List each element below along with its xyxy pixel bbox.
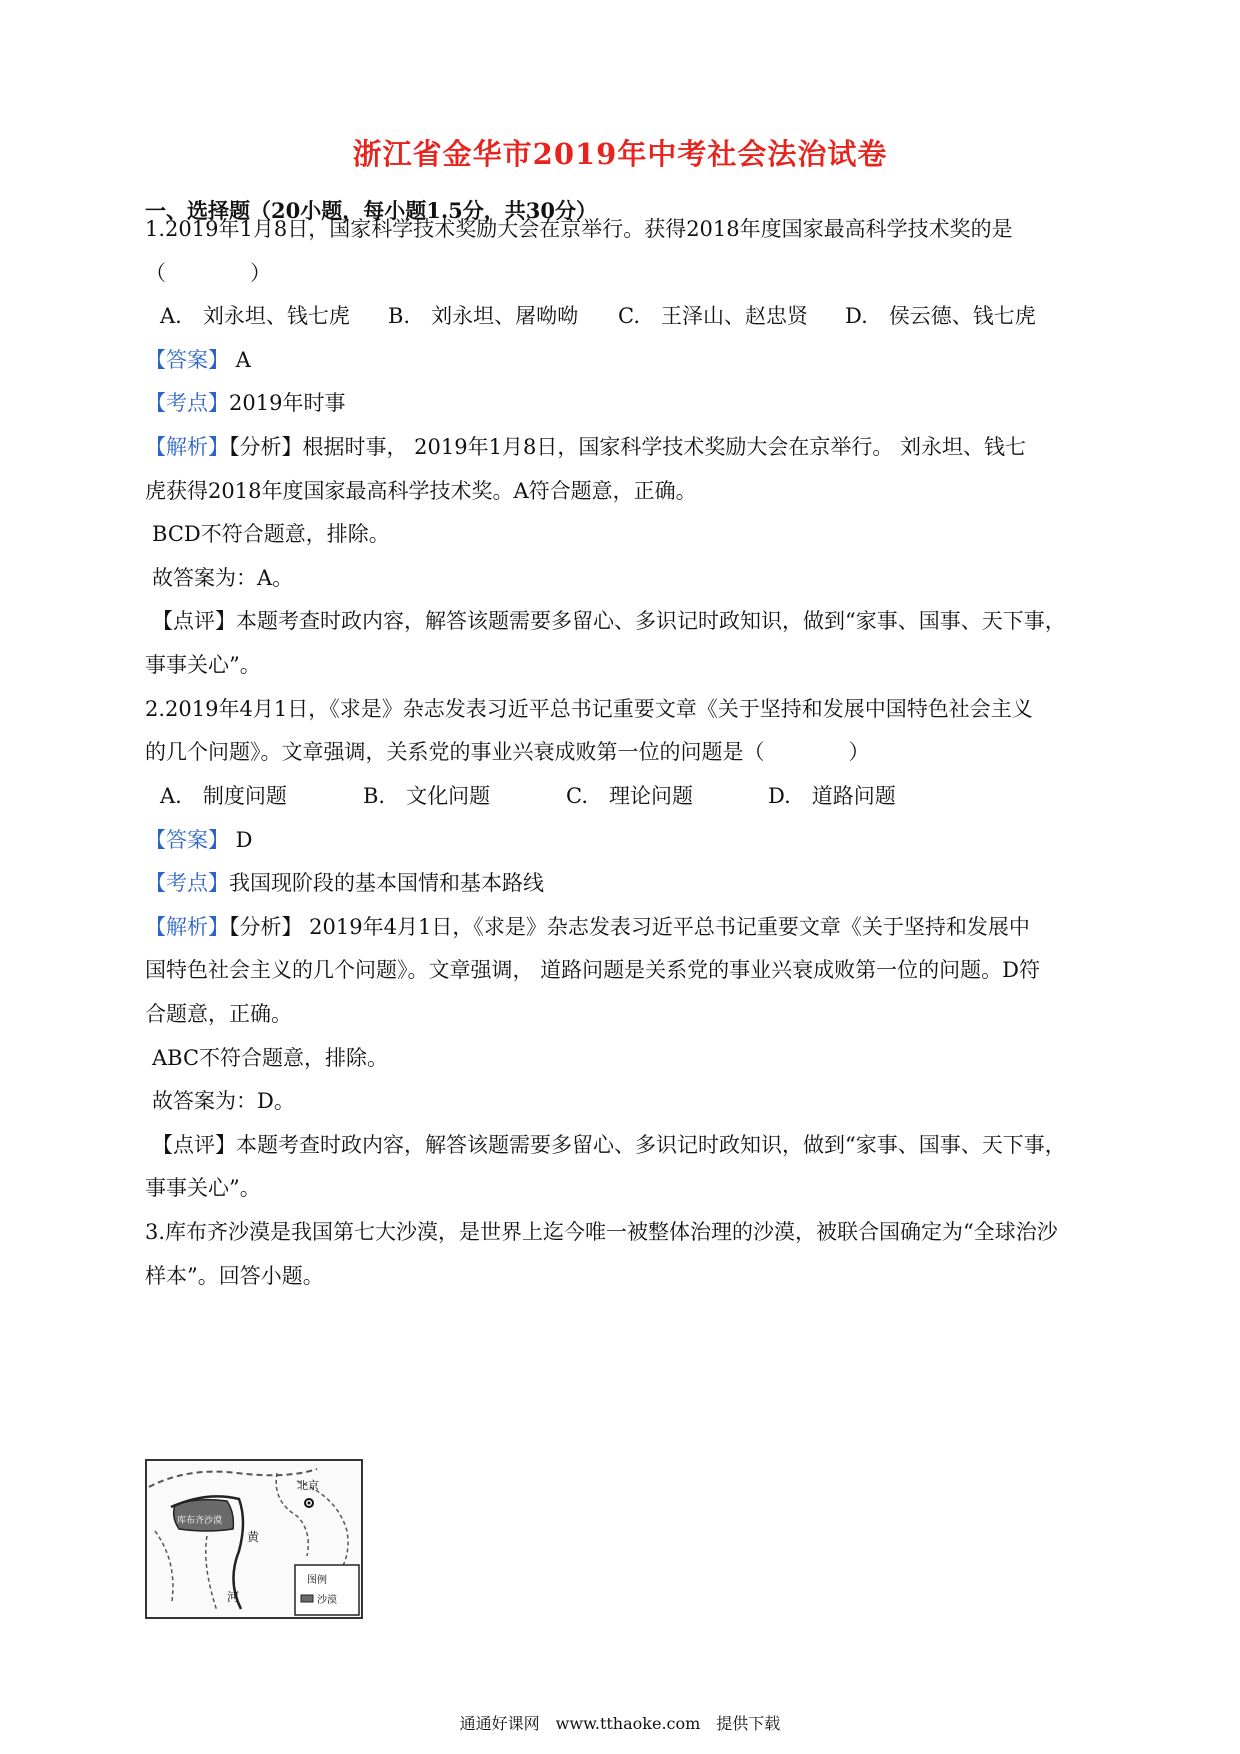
river-label-1: 黄 xyxy=(247,1530,260,1544)
desert-map-figure xyxy=(145,1459,363,1619)
q2-comment-line2: 事事关心”。 xyxy=(145,1176,261,1200)
q2-option-a: A. 制度问题 xyxy=(160,784,287,808)
q1-comment-line2: 事事关心”。 xyxy=(145,653,261,677)
q2-option-c: C. 理论问题 xyxy=(566,784,693,808)
q1-analysis-line2: 虎获得2018年度国家最高科学技术奖。A符合题意，正确。 xyxy=(145,479,697,503)
q1-stem-line2: （ ） xyxy=(145,261,271,285)
q2-analysis-line3: 合题意，正确。 xyxy=(145,1002,292,1026)
q2-point: 我国现阶段的基本国情和基本路线 xyxy=(229,871,544,895)
analysis-tag: 【解析】 xyxy=(145,915,229,939)
q1-stem-line1: 1.2019年1月8日，国家科学技术奖励大会在京举行。获得2018年度国家最高科学技术奖的是 xyxy=(145,217,1013,241)
beijing-marker-dot xyxy=(308,1502,311,1505)
analysis-tag: 【解析】 xyxy=(145,435,229,459)
q2-analysis-line2: 国特色社会主义的几个问题》。文章强调， 道路问题是关系党的事业兴衰成败第一位的问题。D符 xyxy=(145,958,1041,982)
q2-analysis-line1: 【分析】 2019年4月1日，《求是》杂志发表习近平总书记重要文章《关于坚持和发展中 xyxy=(229,915,1030,939)
section-heading: 一、选择题（20小题，每小题1.5分，共30分） xyxy=(145,198,597,223)
q2-stem-line2: 的几个问题》。文章强调，关系党的事业兴衰成败第一位的问题是（ ） xyxy=(145,740,870,764)
q2-stem-line1: 2.2019年4月1日，《求是》杂志发表习近平总书记重要文章《关于坚持和发展中国特色社会主义 xyxy=(145,697,1033,721)
answer-tag: 【答案】 xyxy=(145,348,229,372)
q1-option-d: D. 侯云德、钱七虎 xyxy=(845,304,1036,328)
q2-option-b: B. 文化问题 xyxy=(363,784,491,808)
q1-analysis-row xyxy=(145,432,1026,462)
q2-analysis-line4: ABC不符合题意，排除。 xyxy=(152,1046,389,1070)
q2-answer-row xyxy=(145,825,253,855)
point-tag: 【考点】 xyxy=(145,391,229,415)
q1-option-a: A. 刘永坦、钱七虎 xyxy=(160,304,350,328)
q2-point-row xyxy=(145,868,544,898)
q1-answer: A xyxy=(229,348,251,372)
q1-option-c: C. 王泽山、赵忠贤 xyxy=(618,304,808,328)
q2-comment-line1: 【点评】本题考查时政内容，解答该题需要多留心、多识记时政知识，做到“家事、国事、天下事， xyxy=(152,1133,1066,1157)
page-footer: 通通好课网 www.tthaoke.com 提供下载 xyxy=(459,1714,781,1733)
q1-comment-line1: 【点评】本题考查时政内容，解答该题需要多留心、多识记时政知识，做到“家事、国事、天下事， xyxy=(152,609,1066,633)
river-label-2: 河 xyxy=(227,1590,240,1604)
q2-answer: D xyxy=(229,828,253,852)
border-line xyxy=(155,1531,173,1601)
q1-answer-row xyxy=(145,345,251,375)
legend-desert-swatch xyxy=(301,1595,313,1602)
q1-analysis-line3: BCD不符合题意，排除。 xyxy=(152,522,390,546)
legend-title: 图例 xyxy=(307,1575,327,1586)
desert-label: 库布齐沙漠 xyxy=(177,1516,223,1526)
map-legend xyxy=(295,1565,359,1615)
map-svg xyxy=(147,1461,361,1617)
q1-point: 2019年时事 xyxy=(229,391,346,415)
page-title: 浙江省金华市2019年中考社会法治试卷 xyxy=(352,137,888,171)
legend-item: 沙漠 xyxy=(317,1595,337,1606)
q1-point-row xyxy=(145,388,345,418)
q2-analysis-row xyxy=(145,912,1030,942)
point-tag: 【考点】 xyxy=(145,871,229,895)
q3-stem-line1: 3.库布齐沙漠是我国第七大沙漠，是世界上迄今唯一被整体治理的沙漠，被联合国确定为“全球治沙 xyxy=(145,1220,1058,1244)
border-line xyxy=(149,1469,317,1487)
q2-analysis-line5: 故答案为：D。 xyxy=(152,1089,295,1113)
q1-analysis-line4: 故答案为：A。 xyxy=(152,566,294,590)
beijing-label: 北京 xyxy=(297,1479,319,1492)
q1-option-b: B. 刘永坦、屠呦呦 xyxy=(388,304,579,328)
answer-tag: 【答案】 xyxy=(145,828,229,852)
q2-option-d: D. 道路问题 xyxy=(768,784,896,808)
border-line xyxy=(206,1536,217,1611)
q1-analysis-line1: 【分析】根据时事， 2019年1月8日，国家科学技术奖励大会在京举行。 刘永坦、钱七 xyxy=(229,435,1027,459)
q3-stem-line2: 样本”。回答小题。 xyxy=(145,1264,324,1288)
